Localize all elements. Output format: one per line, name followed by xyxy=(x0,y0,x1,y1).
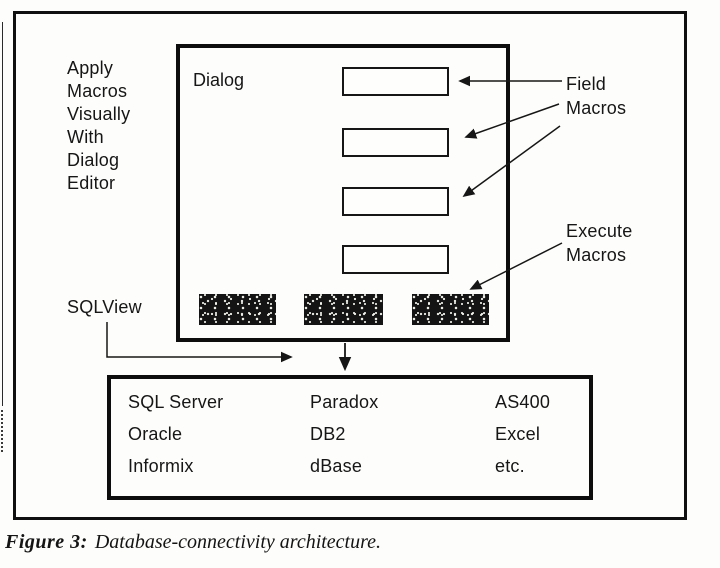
sqlview-label: SQLView xyxy=(67,297,142,317)
database-item: etc. xyxy=(495,456,525,476)
database-item: SQL Server xyxy=(128,392,224,412)
execute-macros-label-line: Execute xyxy=(566,221,633,241)
execute-macros-label-line: Macros xyxy=(566,245,627,265)
database-item: dBase xyxy=(310,456,363,476)
dialog-field-3 xyxy=(342,187,449,216)
left-annotation-line: With xyxy=(67,127,104,147)
database-list-box xyxy=(107,375,593,500)
scan-artifact-dots xyxy=(1,410,3,452)
left-annotation-line: Apply xyxy=(67,58,114,78)
field-macros-label-line: Field xyxy=(566,74,607,94)
left-annotation-line: Macros xyxy=(67,81,128,101)
dialog-field-4 xyxy=(342,245,449,274)
execute-macros-label xyxy=(566,219,632,267)
left-annotation xyxy=(67,57,130,195)
figure-caption xyxy=(5,531,381,554)
field-macros-label-line: Macros xyxy=(566,98,627,118)
dialog-title: Dialog xyxy=(193,70,245,90)
database-item: DB2 xyxy=(310,424,346,444)
database-item: Informix xyxy=(128,456,194,476)
left-annotation-line: Dialog xyxy=(67,150,120,170)
macro-button-2 xyxy=(304,294,383,325)
macro-button-3 xyxy=(412,294,489,325)
database-item: Oracle xyxy=(128,424,183,444)
database-item: Paradox xyxy=(310,392,379,412)
dialog-mockup-box xyxy=(176,44,510,342)
macro-button-1 xyxy=(199,294,276,325)
database-item: AS400 xyxy=(495,392,551,412)
left-annotation-line: Editor xyxy=(67,173,116,193)
figure-caption-number: Figure 3: xyxy=(5,531,88,553)
left-annotation-line: Visually xyxy=(67,104,131,124)
scan-artifact-line xyxy=(2,22,3,406)
figure-caption-text: Database-connectivity architecture. xyxy=(94,531,382,553)
database-item: Excel xyxy=(495,424,541,444)
dialog-field-1 xyxy=(342,67,449,96)
dialog-field-2 xyxy=(342,128,449,157)
field-macros-label xyxy=(566,72,626,120)
